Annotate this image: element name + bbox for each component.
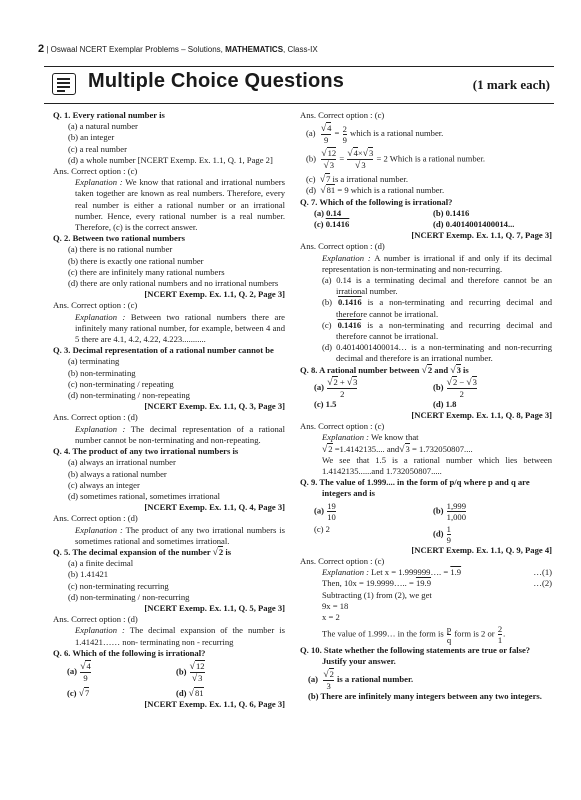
q7-expl-b: (b) 0.1416 is a non-terminating and recurring decimal and therefore cannot be irrational. xyxy=(322,297,552,319)
q7-expl-c: (c) 0.1416 is a non-terminating and recurring decimal and therefore cannot be irrational. xyxy=(322,319,552,342)
section-title: Multiple Choice Questions xyxy=(88,70,345,92)
q9-option-b: (b) $\frac{1,999}{1,000}$ xyxy=(433,500,467,522)
q7-expl-d: (d) 0.4014001400014… is a non-terminating and non-recurring decimal and therefore is an irrational number. xyxy=(322,342,552,364)
q8-option-b: (b) $\frac{√2 - √3}{2}$ xyxy=(433,376,477,399)
q5-option-a: (a) a finite decimal xyxy=(68,558,134,569)
question-7-stem: Q. 7. Which of the following is irrational? xyxy=(300,196,453,207)
q7-option-c: (c) 0.1416 xyxy=(314,219,350,230)
q3-answer: Ans. Correct option : (d) xyxy=(53,412,138,423)
question-2-stem: Q. 2. Between two rational numbers xyxy=(53,233,185,244)
q10-statement-a: (a) $\frac{√2}{3}$ is a rational number. xyxy=(308,668,414,691)
q9-expl-2: Then, 10x = 19.9999….. = 19.9 …(2) xyxy=(322,578,552,589)
q1-option-c: (c) a real number xyxy=(68,143,127,154)
q6-expl-b: (b) $\frac{√12}{√3}$ = $\frac{√4\times√3}{√3}$ = 2 Which is a rational number. xyxy=(306,148,485,172)
q2-option-b: (b) there is exactly one rational number xyxy=(68,255,204,266)
q1-option-d: (d) a whole number [NCERT Exemp. Ex. 1.1, Q. 1, Page 2] xyxy=(68,154,273,165)
question-3-stem: Q. 3. Decimal representation of a rational number cannot be xyxy=(53,345,274,356)
q8-options-ab xyxy=(300,377,552,399)
q8-option-c: (c) 1.5 xyxy=(314,398,337,409)
q2-option-c: (c) there are infinitely many rational numbers xyxy=(68,266,225,277)
q5-option-b: (b) 1.41421 xyxy=(68,569,109,580)
q3-reference: [NCERT Exemp. Ex. 1.1, Q. 3, Page 3] xyxy=(144,401,285,412)
q1-option-a: (a) a natural number xyxy=(68,121,138,132)
q9-options-ab xyxy=(300,501,552,522)
q8-answer: Ans. Correct option : (c) xyxy=(300,421,385,432)
running-title-pre: Oswaal NCERT Exemplar Problems – Solutions, xyxy=(50,45,226,54)
question-10-stem: Q. 10. State whether the following statements are true or false? Justify your answer. xyxy=(300,645,531,667)
q4-option-a: (a) always an irrational number xyxy=(68,457,176,468)
q7-option-a: (a) 0.14 xyxy=(314,207,342,218)
q6-reference: [NCERT Exemp. Ex. 1.1, Q. 6, Page 3] xyxy=(144,699,285,710)
q2-explanation: Explanation : Between two rational numbers there are infinitely many rational number, for example, between 4 and 5 there are 4.1, 4.2, 4.22, 4.223........... xyxy=(75,311,285,345)
question-4-stem: Q. 4. The product of any two irrational numbers is xyxy=(53,446,239,457)
marks-label: (1 mark each) xyxy=(472,77,550,92)
section-banner xyxy=(44,66,554,104)
q9-expl-6: The value of 1.999… in the form is $\frac{p}{q}$ form is 2 or $\frac{2}{1}$ . xyxy=(322,624,506,646)
q1-explanation: Explanation : We know that rational and irrational numbers taken together are known as real numbers. Therefore, every real number is either a rational number or an irrational number. Hence, every rational number is a real number. Therefore, (c) is the correct answer. xyxy=(75,177,285,233)
q7-option-b: (b) 0.1416 xyxy=(433,207,470,218)
q7-explanation: Explanation : A number is irrational if and only if its decimal representation is non-terminating and non-recurring. xyxy=(322,252,552,274)
q9-answer: Ans. Correct option : (c) xyxy=(300,555,385,566)
q2-option-d: (d) there are only rational numbers and no irrational numbers xyxy=(68,278,279,289)
q9-expl-5: x = 2 xyxy=(322,611,340,622)
running-header xyxy=(38,43,558,55)
q6-expl-d: (d) √81 = 9 which is a rational number. xyxy=(306,185,445,197)
q7-option-d: (d) 0.4014001400014... xyxy=(433,219,515,230)
q4-answer: Ans. Correct option : (d) xyxy=(53,513,138,524)
q5-explanation: Explanation : The decimal expansion of the number is 1.41421…… non- terminating non - recurring xyxy=(75,625,285,647)
running-title-bold: MATHEMATICS xyxy=(225,45,284,54)
q8-root-values: √2 =1.4142135.... and√3 = 1.732050807.... xyxy=(322,443,473,455)
question-8-stem: Q. 8. A rational number between √2 and √3 is xyxy=(300,364,469,376)
q9-expl-3: Subtracting (1) from (2), we get xyxy=(322,589,432,600)
q8-option-d: (d) 1.8 xyxy=(433,398,457,409)
page-number: 2 xyxy=(38,43,45,55)
q6-options-cd xyxy=(53,688,285,699)
q5-answer: Ans. Correct option : (d) xyxy=(53,614,138,625)
q7-expl-a: (a) 0.14 is a terminating decimal and therefore cannot be an irrational number. xyxy=(322,275,552,297)
q4-option-c: (c) always an integer xyxy=(68,479,140,490)
q6-expl-c: (c) √7 is a irrational number. xyxy=(306,174,408,186)
q6-expl-a: (a) $\frac{√4}{9}$ = $\frac{2}{9}$ which is a rational number. xyxy=(306,123,444,146)
question-6-stem: Q. 6. Which of the following is irrational? xyxy=(53,647,206,658)
header-divider: | xyxy=(46,45,51,54)
q7-answer: Ans. Correct option : (d) xyxy=(300,241,385,252)
running-title-post: , Class-IX xyxy=(283,45,318,54)
q6-options-ab xyxy=(53,661,285,684)
q5-option-d: (d) non-terminating / non-recurring xyxy=(68,591,190,602)
q7-options-ab xyxy=(300,208,552,219)
right-column xyxy=(300,110,552,702)
q8-options-cd xyxy=(300,399,552,410)
q1-option-b: (b) an integer xyxy=(68,132,115,143)
q9-option-d: (d) $\frac{1}{9}$ xyxy=(433,523,451,545)
q10-statement-b: (b) There are infinitely many integers between any two integers. xyxy=(308,690,542,701)
q1-answer: Ans. Correct option : (c) xyxy=(53,166,138,177)
q9-options-cd xyxy=(300,524,552,545)
q9-expl-4: 9x = 18 xyxy=(322,600,349,611)
q2-reference: [NCERT Exemp. Ex. 1.1, Q. 2, Page 3] xyxy=(144,289,285,300)
q6-option-a: (a) $\frac{√4}{9}$ xyxy=(67,660,91,683)
q4-explanation: Explanation : The product of any two irrational numbers is sometimes rational and sometimes irrational. xyxy=(75,524,285,546)
q3-explanation: Explanation : The decimal representation of a rational number cannot be non-terminating and non-repeating. xyxy=(75,423,285,445)
q2-option-a: (a) there is no rational number xyxy=(68,244,173,255)
q4-reference: [NCERT Exemp. Ex. 1.1, Q. 4, Page 3] xyxy=(144,502,285,513)
q8-reference: [NCERT Exemp. Ex. 1.1, Q. 8, Page 3] xyxy=(411,410,552,421)
q7-reference: [NCERT Exemp. Ex. 1.1, Q. 7, Page 3] xyxy=(411,230,552,241)
left-column xyxy=(53,110,285,710)
q6-option-c: (c) √7 xyxy=(67,687,90,699)
q6-answer: Ans. Correct option : (c) xyxy=(300,110,385,120)
q8-explanation: Explanation : We know that xyxy=(322,432,419,443)
q8-option-a: (a) $\frac{√2 + √3}{2}$ xyxy=(314,376,358,399)
question-9-stem: Q. 9. The value of 1.999.... in the form of p/q where p and q are integers and is xyxy=(300,477,530,499)
q2-answer: Ans. Correct option : (c) xyxy=(53,300,138,311)
q6-option-b: (b) $\frac{√12}{√3}$ xyxy=(176,660,205,684)
q3-option-a: (a) terminating xyxy=(68,356,120,367)
q3-option-b: (b) non-terminating xyxy=(68,367,136,378)
q3-option-d: (d) non-terminating / non-repeating xyxy=(68,390,190,401)
q4-option-d: (d) sometimes rational, sometimes irrational xyxy=(68,490,221,501)
q8-conclusion: We see that 1.5 is a rational number which lies between 1.4142135......and 1.732050807..... xyxy=(322,454,552,477)
q9-option-c: (c) 2 xyxy=(314,523,330,534)
q9-expl-1: Explanation : Let x = 1.999999…. = 1.9 …(1) xyxy=(322,567,552,578)
q5-reference: [NCERT Exemp. Ex. 1.1, Q. 5, Page 3] xyxy=(144,602,285,613)
q9-reference: [NCERT Exemp. Ex. 1.1, Q. 9, Page 4] xyxy=(411,544,552,555)
q7-options-cd xyxy=(300,219,552,230)
question-1-stem: Q. 1. Every rational number is xyxy=(53,110,165,120)
q4-option-b: (b) always a rational number xyxy=(68,468,167,479)
notes-icon xyxy=(52,73,76,95)
q5-option-c: (c) non-terminating recurring xyxy=(68,580,169,591)
q6-option-d: (d) √81 xyxy=(176,687,204,699)
q3-option-c: (c) non-terminating / repeating xyxy=(68,378,174,389)
question-5-stem: Q. 5. The decimal expansion of the number √2 is xyxy=(53,546,232,558)
q9-option-a: (a) $\frac{19}{10}$ xyxy=(314,500,336,522)
